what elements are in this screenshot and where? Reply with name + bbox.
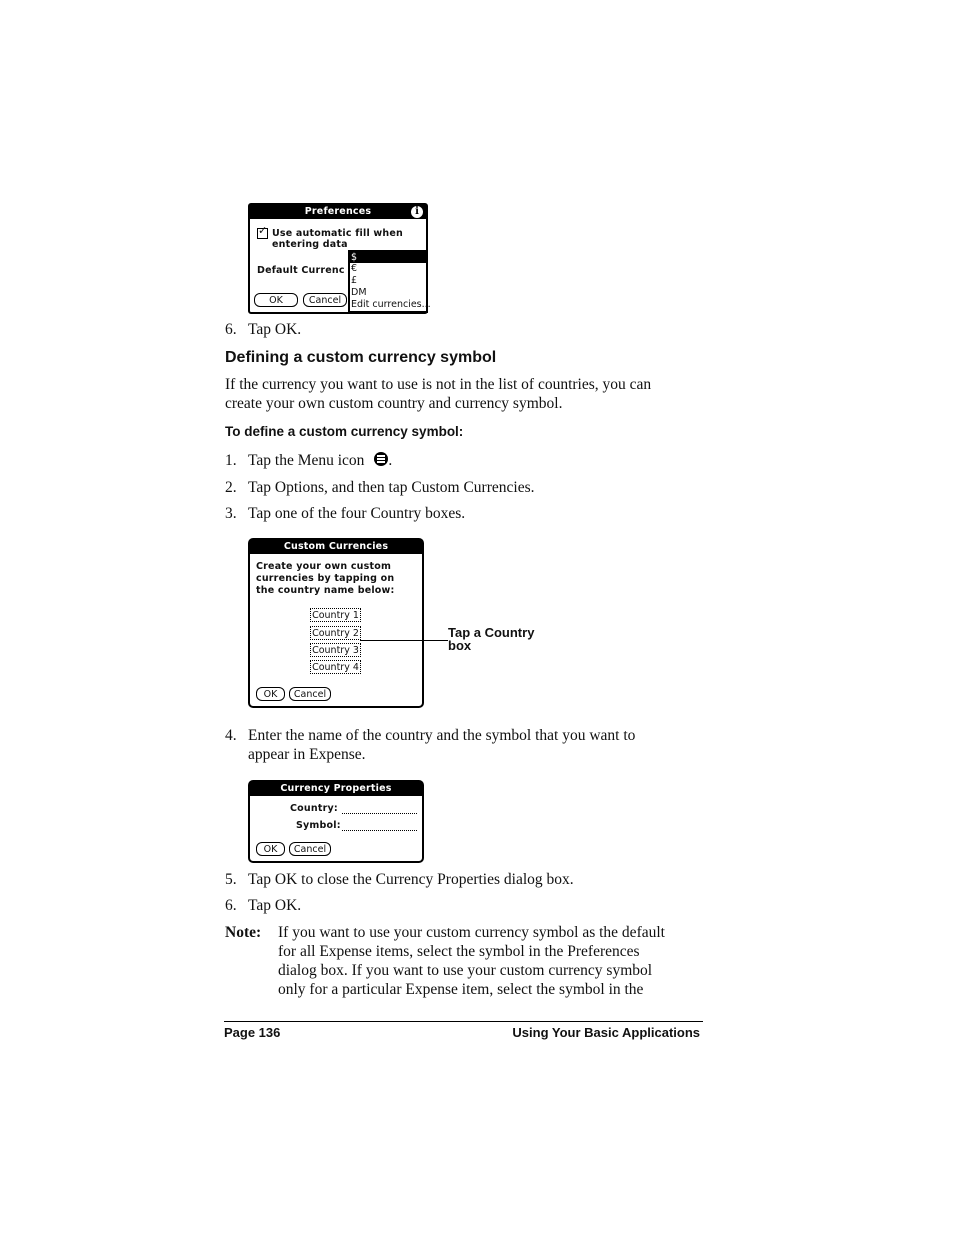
note-label: Note: [225,924,262,941]
preferences-title: Preferences [250,205,426,219]
ok-button[interactable]: OK [254,293,298,307]
callout-label: Tap a Country box [448,625,535,653]
country-box-2[interactable]: Country 2 [310,626,361,640]
currency-option[interactable]: € [351,263,358,274]
custom-currencies-title: Custom Currencies [250,540,422,554]
ok-button[interactable]: OK [256,842,285,856]
cancel-button[interactable]: Cancel [289,842,331,856]
cancel-button[interactable]: Cancel [289,687,331,701]
symbol-label: Symbol: [296,820,341,831]
ok-button[interactable]: OK [256,687,285,701]
step-4-text: Enter the name of the country and the symbol that you want to appear in Expense. [248,727,636,763]
preferences-dialog [248,203,431,314]
custom-currencies-description: Create your own custom currencies by tapping on the country name below: [256,561,395,596]
currency-popup-list[interactable] [348,250,431,313]
currency-properties-dialog [248,780,424,863]
callout-line [360,640,448,641]
page-number: Page 136 [224,1025,281,1040]
note-text: If you want to use your custom currency symbol as the default for all Expense items, select the symbol in the Preferences dialog box. If you want to use your custom currency symbol only for a particular Expense item, select the symbol in the [278,924,665,998]
currency-properties-title: Currency Properties [250,782,422,796]
autofill-label: Use automatic fill when entering data [272,228,403,250]
step-6b-text: Tap OK. [248,897,302,914]
step-1-number: 1. [225,452,237,469]
country-field[interactable] [342,812,417,814]
step-3-number: 3. [225,505,237,522]
edit-currencies-option[interactable]: Edit currencies... [351,299,431,310]
procedure-heading: To define a custom currency symbol: [225,424,464,439]
country-box-4[interactable]: Country 4 [310,660,361,674]
autofill-checkbox[interactable] [257,224,268,239]
default-currency-label: Default Currenc [257,265,345,276]
currency-option[interactable]: DM [351,287,367,298]
country-label: Country: [290,803,338,814]
checkmark-icon: ✓ [258,224,268,237]
step-6-number: 6. [225,321,237,338]
currency-option-selected[interactable]: $ [350,252,426,263]
step-2-number: 2. [225,479,237,496]
step-1-text: Tap the Menu icon . [248,452,393,469]
menu-icon [374,452,388,466]
country-box-3[interactable]: Country 3 [310,643,361,657]
step-3-text: Tap one of the four Country boxes. [248,505,466,522]
cancel-button[interactable]: Cancel [303,293,347,307]
step-5-number: 5. [225,871,237,888]
step-2-text: Tap Options, and then tap Custom Currencies. [248,479,535,496]
info-icon[interactable]: i [411,206,423,218]
step-5-text: Tap OK to close the Currency Properties dialog box. [248,871,574,888]
custom-currencies-dialog [248,538,424,708]
chapter-title: Using Your Basic Applications [512,1025,700,1040]
section-heading: Defining a custom currency symbol [225,349,497,366]
symbol-field[interactable] [342,829,417,831]
country-box-1[interactable]: Country 1 [310,608,361,622]
currency-option[interactable]: £ [351,275,358,286]
intro-paragraph: If the currency you want to use is not in the list of countries, you can create your own custom country and currency symbol. [225,376,652,412]
footer-rule [224,1021,703,1022]
step-4-number: 4. [225,727,237,744]
step-6-text: Tap OK. [248,321,302,338]
step-6b-number: 6. [225,897,237,914]
